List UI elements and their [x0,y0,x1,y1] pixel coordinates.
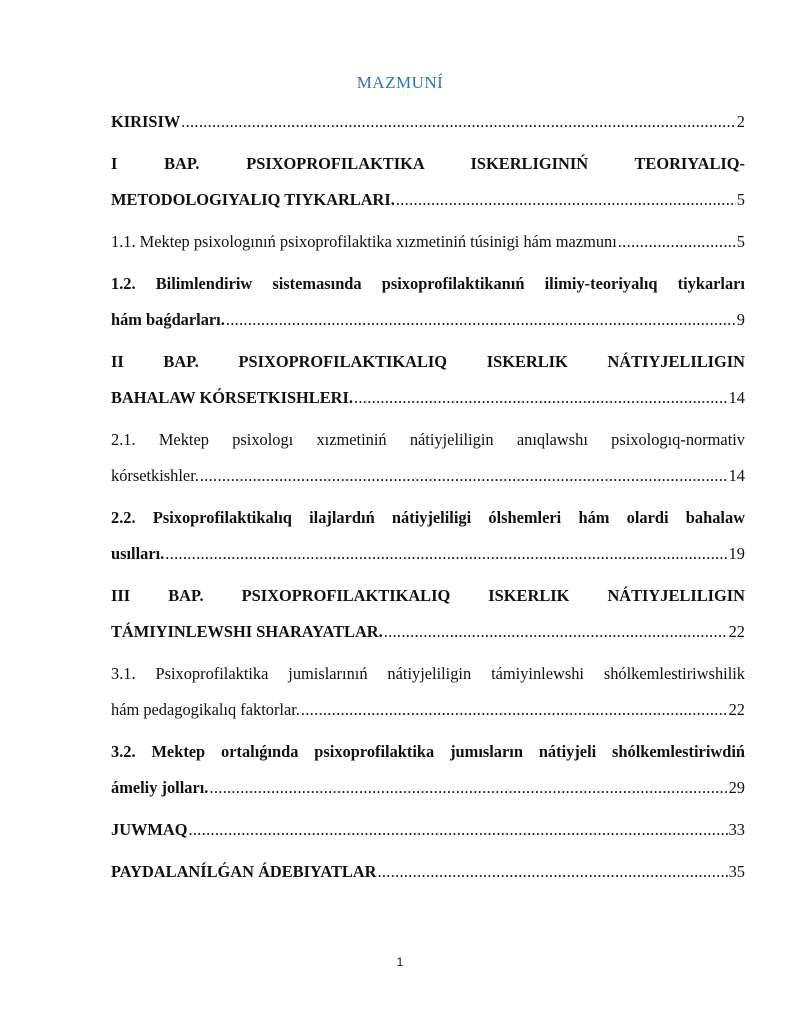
toc-page-number: 33 [728,820,745,839]
dot-leader [377,854,727,890]
toc-page-number: 22 [728,700,745,719]
toc-entry-title-line: III BAP. PSIXOPROFILAKTIKALIQ ISKERLIK NÁTIYJELILIGIN [111,586,745,605]
toc-page-number: 2 [736,112,745,131]
toc-page-number: 5 [736,190,745,209]
toc-entry-chapter-3[interactable] [111,578,745,650]
dot-leader [396,182,736,218]
toc-entry-title: 1.1. Mektep psixologınıń psixoprofilaktika xızmetiniń túsinigi hám mazmunı [111,232,617,251]
toc-entry-title-line: 3.1. Psixoprofilaktika jumislarınıń nátiyjeliligin támiyinlewshi shólkemlestiriwshilik [111,664,745,683]
toc-page-number: 14 [728,388,745,407]
toc-page-number: 35 [728,862,745,881]
toc-entry-chapter-2[interactable] [111,344,745,416]
toc-page-number: 22 [728,622,745,641]
toc-entry-section-1-2[interactable] [111,266,745,338]
page-title: MAZMUNÍ [356,73,444,92]
dot-leader [165,536,727,572]
toc-entry-title: PAYDALANÍLǴAN ÁDEBIYATLAR [111,862,377,881]
toc-entry-references[interactable] [111,854,745,890]
toc-page-number: 14 [728,466,745,485]
toc-entry-title: KIRISIW [111,112,181,131]
dot-leader [354,380,728,416]
dot-leader [384,614,728,650]
toc-entry-section-1-1[interactable] [111,224,745,260]
dot-leader [301,692,728,728]
toc-page-number: 9 [736,310,745,329]
toc-entry-title-line: I BAP. PSIXOPROFILAKTIKA ISKERLIGINIŃ TEORIYALIQ- [111,154,745,173]
dot-leader [200,458,728,494]
toc-entry-title: ámeliy jolları. [111,778,209,797]
dot-leader [226,302,736,338]
footer-page-number: 1 [396,955,404,969]
toc-entry-title: BAHALAW KÓRSETKISHLERI. [111,388,353,407]
toc-entry-chapter-1[interactable] [111,146,745,218]
toc-entry-title: METODOLOGIYALIQ TIYKARLARI. [111,190,395,209]
toc-entry-section-2-2[interactable] [111,500,745,572]
dot-leader [188,812,727,848]
table-of-contents [111,104,745,890]
toc-entry-section-2-1[interactable] [111,422,745,494]
toc-page-number: 19 [728,544,745,563]
dot-leader [181,104,736,140]
toc-entry-title: hám baǵdarları. [111,310,225,329]
toc-entry-title-line: II BAP. PSIXOPROFILAKTIKALIQ ISKERLIK NÁTIYJELILIGIN [111,352,745,371]
toc-entry-title-line: 3.2. Mektep ortalıǵında psixoprofilaktika jumısların nátiyjeli shólkemlestiriwdiń [111,742,745,761]
toc-entry-title-line: 2.1. Mektep psixologı xızmetiniń nátiyjeliligin anıqlawshı psixologıq-normativ [111,430,745,449]
toc-entry-introduction[interactable] [111,104,745,140]
toc-entry-title: JUWMAQ [111,820,188,839]
toc-entry-title-line: 2.2. Psixoprofilaktikalıq ilajlardıń nátiyjeliligi ólshemleri hám olardi bahalaw [111,508,745,527]
toc-entry-title: usılları. [111,544,165,563]
toc-entry-title: hám pedagogikalıq faktorlar. [111,700,300,719]
toc-page-number: 29 [728,778,745,797]
toc-entry-section-3-2[interactable] [111,734,745,806]
toc-entry-conclusion[interactable] [111,812,745,848]
toc-entry-title: kórsetkishler. [111,466,199,485]
dot-leader [209,770,727,806]
toc-entry-section-3-1[interactable] [111,656,745,728]
toc-entry-title-line: 1.2. Bilimlendiriw sistemasında psixoprofilaktikanıń ilimiy-teoriyalıq tiykarları [111,274,745,293]
toc-page-number: 5 [736,232,745,251]
toc-entry-title: TÁMIYINLEWSHI SHARAYATLAR. [111,622,383,641]
dot-leader [618,224,736,260]
